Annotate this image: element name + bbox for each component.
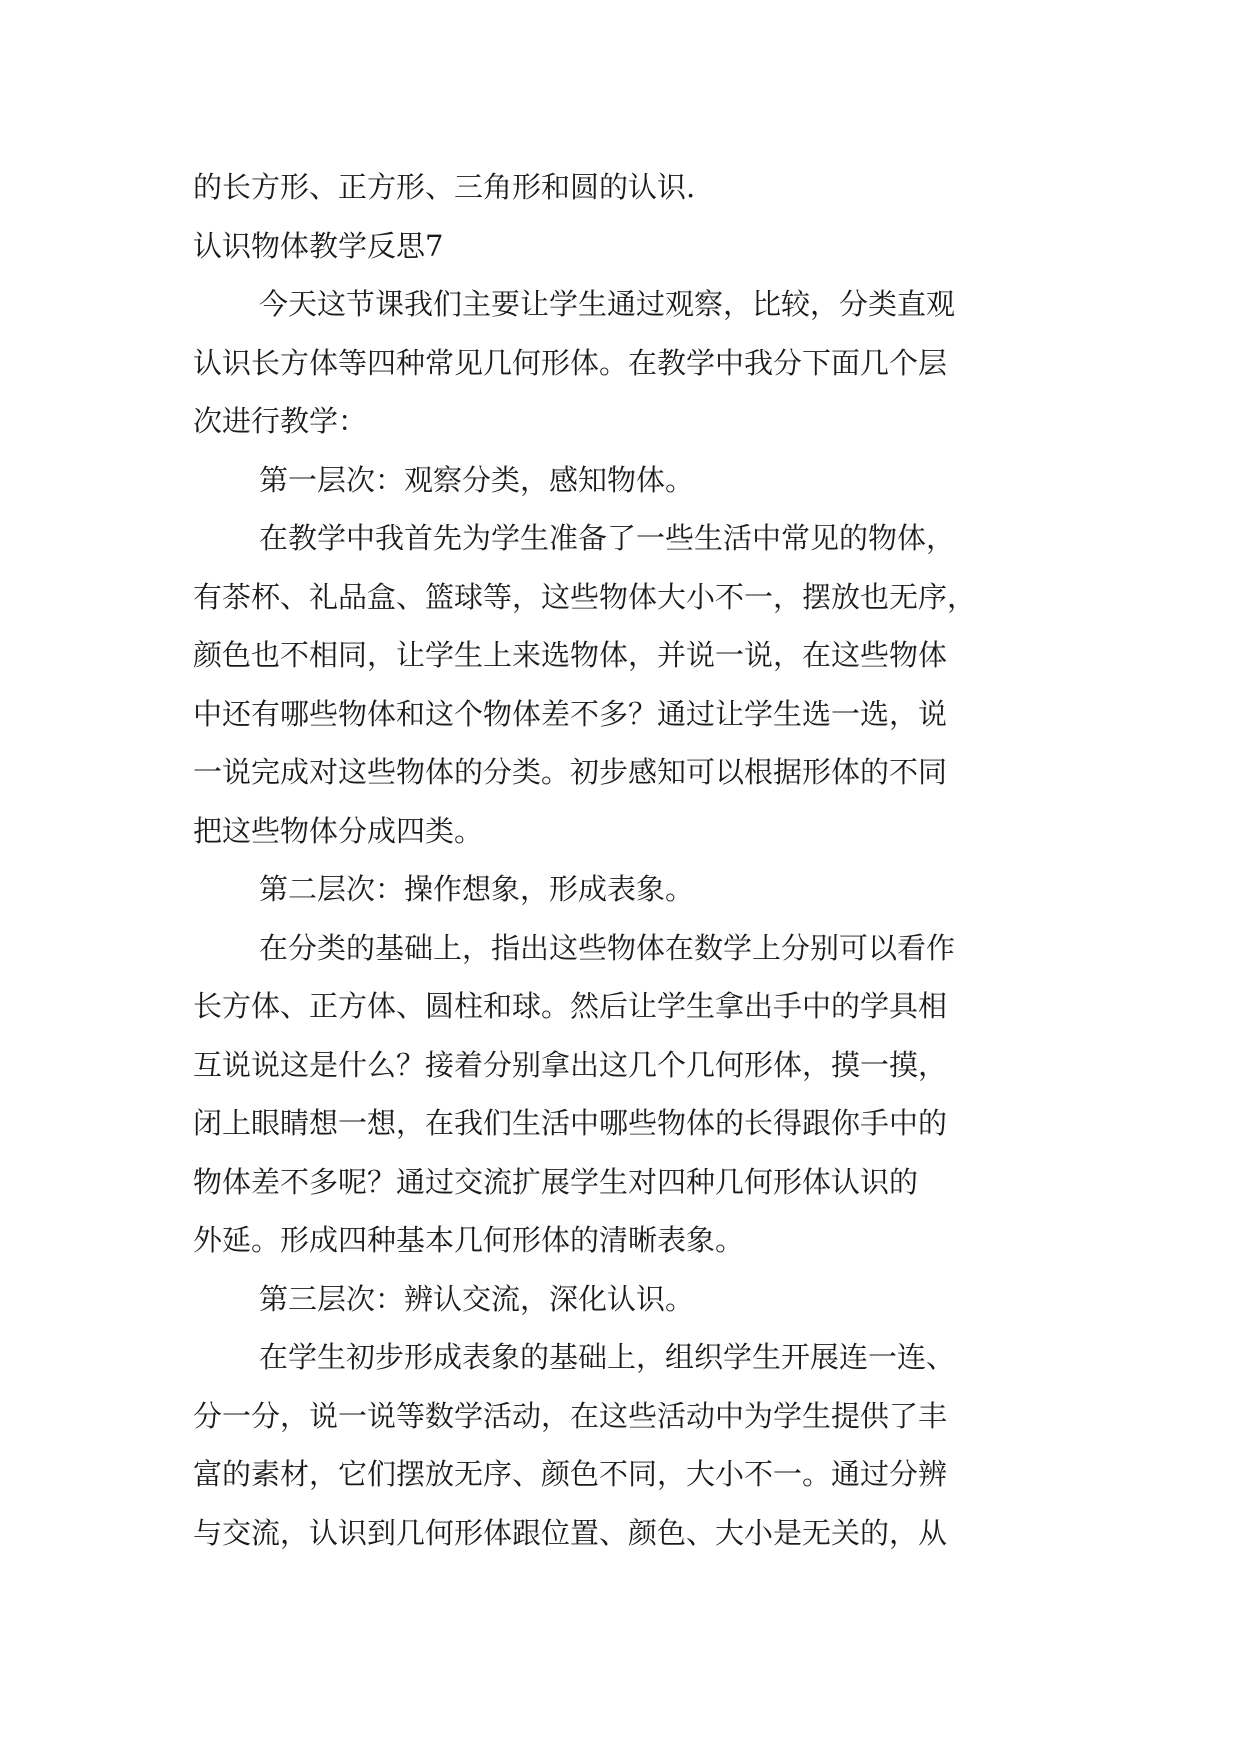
text-line: 物体差不多呢？通过交流扩展学生对四种几何形体认识的 — [193, 1164, 919, 1199]
text-line: 在学生初步形成表象的基础上，组织学生开展连一连、 — [259, 1340, 956, 1374]
text-line: 次进行教学： — [193, 404, 368, 438]
level-heading-3: 第三层次：辨认交流，深化认识。 — [259, 1281, 695, 1316]
body-text — [193, 158, 1053, 1562]
text-line: 在教学中我首先为学生准备了一些生活中常见的物体， — [259, 521, 956, 555]
text-line: 的长方形、正方形、三角形和圆的认识. — [193, 170, 696, 204]
text-line: 外延。形成四种基本几何形体的清晰表象。 — [193, 1223, 745, 1257]
text-line: 颜色也不相同，让学生上来选物体，并说一说，在这些物体 — [193, 638, 948, 672]
text-line: 富的素材，它们摆放无序、颜色不同，大小不一。通过分辨 — [193, 1457, 948, 1491]
text-line: 互说说这是什么？接着分别拿出这几个几何形体，摸一摸， — [193, 1047, 948, 1082]
section-heading: 认识物体教学反思7 — [193, 228, 444, 263]
text-line: 把这些物体分成四类。 — [193, 813, 484, 848]
text-line: 今天这节课我们主要让学生通过观察，比较，分类直观 — [259, 287, 956, 321]
text-line: 在分类的基础上，指出这些物体在数学上分别可以看作 — [259, 930, 956, 965]
text-line: 闭上眼睛想一想，在我们生活中哪些物体的长得跟你手中的 — [193, 1106, 948, 1140]
text-line: 与交流，认识到几何形体跟位置、颜色、大小是无关的，从 — [193, 1515, 948, 1550]
text-line: 有茶杯、礼品盒、篮球等，这些物体大小不一，摆放也无序， — [193, 579, 977, 614]
level-heading-2: 第二层次：操作想象，形成表象。 — [259, 872, 695, 906]
text-line: 一说完成对这些物体的分类。初步感知可以根据形体的不同 — [193, 755, 948, 789]
text-line: 认识长方体等四种常见几何形体。在教学中我分下面几个层 — [193, 345, 948, 380]
text-line: 中还有哪些物体和这个物体差不多？通过让学生选一选，说 — [193, 696, 948, 731]
text-line: 长方体、正方体、圆柱和球。然后让学生拿出手中的学具相 — [193, 989, 948, 1023]
text-line: 分一分，说一说等数学活动，在这些活动中为学生提供了丰 — [193, 1398, 948, 1433]
level-heading-1: 第一层次：观察分类，感知物体。 — [259, 462, 695, 497]
